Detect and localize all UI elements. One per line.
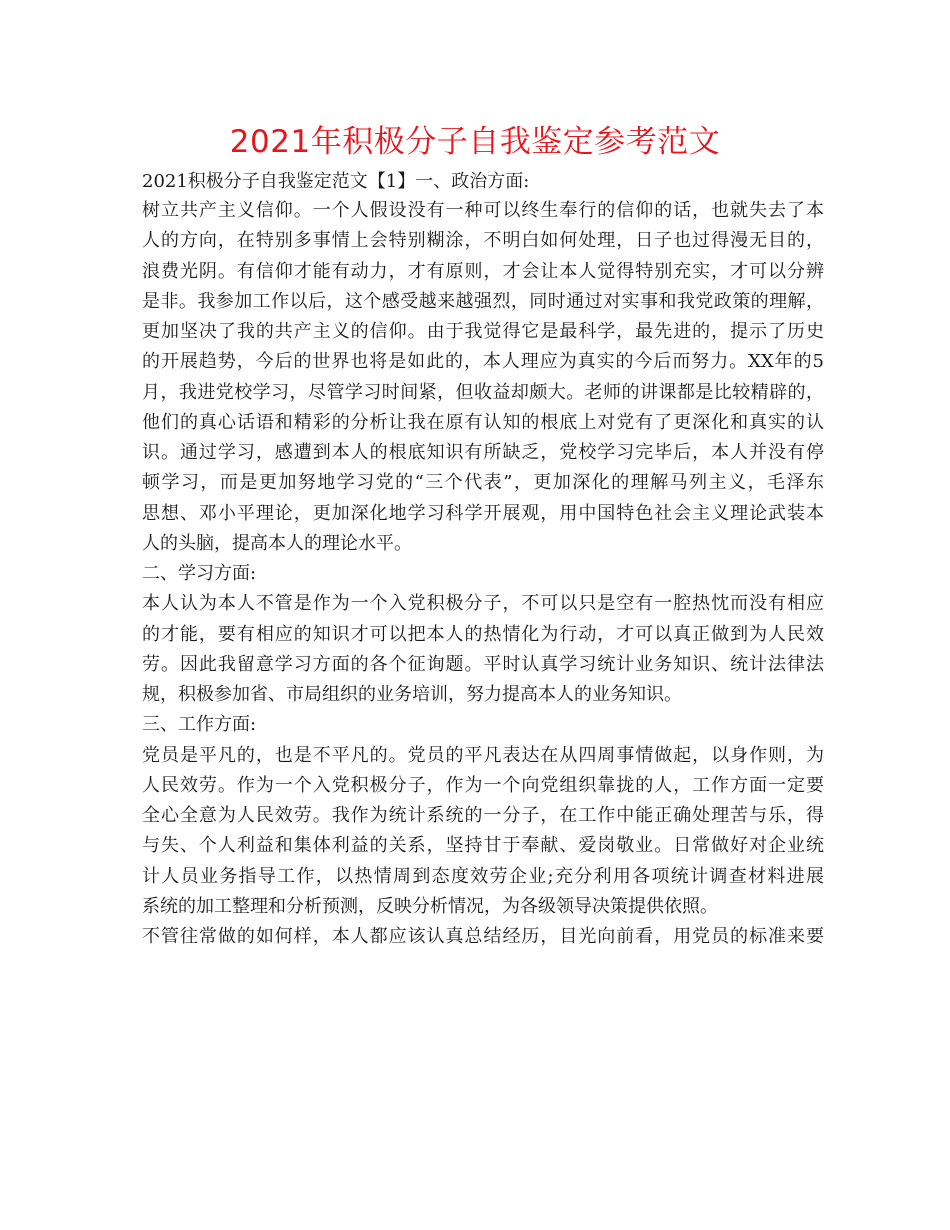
body-line: 树立共产主义信仰。一个人假设没有一种可以终生奉行的信仰的话，也就失去了本 [142,200,824,221]
body-line: 不管往常做的如何样，本人都应该认真总结经历，目光向前看，用党员的标准来要 [142,926,824,947]
body-line: 更加坚决了我的共产主义的信仰。由于我觉得它是最科学，最先进的，提示了历史 [142,321,824,342]
document-subtitle-line: 2021积极分子自我鉴定范文【1】一、政治方面: [142,171,530,192]
body-line: 浪费光阴。有信仰才能有动力，才有原则，才会让本人觉得特别充实，才可以分辨 [142,260,824,282]
body-line: 本人认为本人不管是作为一个入党积极分子，不可以只是空有一腔热忱而没有相应 [142,593,824,615]
body-line: 的才能，要有相应的知识才可以把本人的热情化为行动，才可以真正做到为人民效 [142,623,824,645]
document-body [142,167,824,952]
body-line: 是非。我参加工作以后，这个感受越来越强烈，同时通过对实事和我党政策的理解， [142,290,824,312]
body-line: 与失、个人利益和集体利益的关系，坚持甘于奉献、爱岗敬业。日常做好对企业统 [142,835,824,857]
body-line: 他们的真心话语和精彩的分析让我在原有认知的根底上对党有了更深化和真实的认 [142,411,824,433]
body-line: 二、学习方面: [142,563,257,584]
body-line: 系统的加工整理和分析预测，反映分析情况，为各级领导决策提供依照。 [142,895,718,917]
body-line: 劳。因此我留意学习方面的各个征询题。平时认真学习统计业务知识、统计法律法 [142,653,824,675]
body-line: 人的头脑，提高本人的理论水平。 [142,532,412,554]
body-line: 人民效劳。作为一个入党积极分子，作为一个向党组织靠拢的人，工作方面一定要 [142,774,824,796]
body-line: 顿学习，而是更加努地学习党的“三个代表”，更加深化的理解马列主义，毛泽东 [142,472,824,494]
body-line: 计人员业务指导工作，以热情周到态度效劳企业;充分利用各项统计调查材料进展 [142,865,824,887]
body-line: 党员是平凡的，也是不平凡的。党员的平凡表达在从四周事情做起，以身作则，为 [142,744,824,766]
body-line: 全心全意为人民效劳。我作为统计系统的一分子，在工作中能正确处理苦与乐，得 [142,805,824,826]
body-line: 人的方向，在特别多事情上会特别糊涂，不明白如何处理，日子也过得漫无目的， [142,230,824,252]
document-title: 2021年积极分子自我鉴定参考范文 [229,124,721,160]
body-line: 月，我进党校学习，尽管学习时间紧，但收益却颇大。老师的讲课都是比较精辟的， [142,381,824,403]
body-line: 识。通过学习，感遭到本人的根底知识有所缺乏，党校学习完毕后，本人并没有停 [142,442,824,463]
body-line: 规，积极参加省、市局组织的业务培训，努力提高本人的业务知识。 [142,684,682,705]
body-line: 思想、邓小平理论，更加深化地学习科学开展观，用中国特色社会主义理论武装本 [142,502,824,524]
body-line: 三、工作方面: [142,714,257,736]
body-line: 的开展趋势，今后的世界也将是如此的，本人理应为真实的今后而努力。XX年的5 [142,351,824,373]
